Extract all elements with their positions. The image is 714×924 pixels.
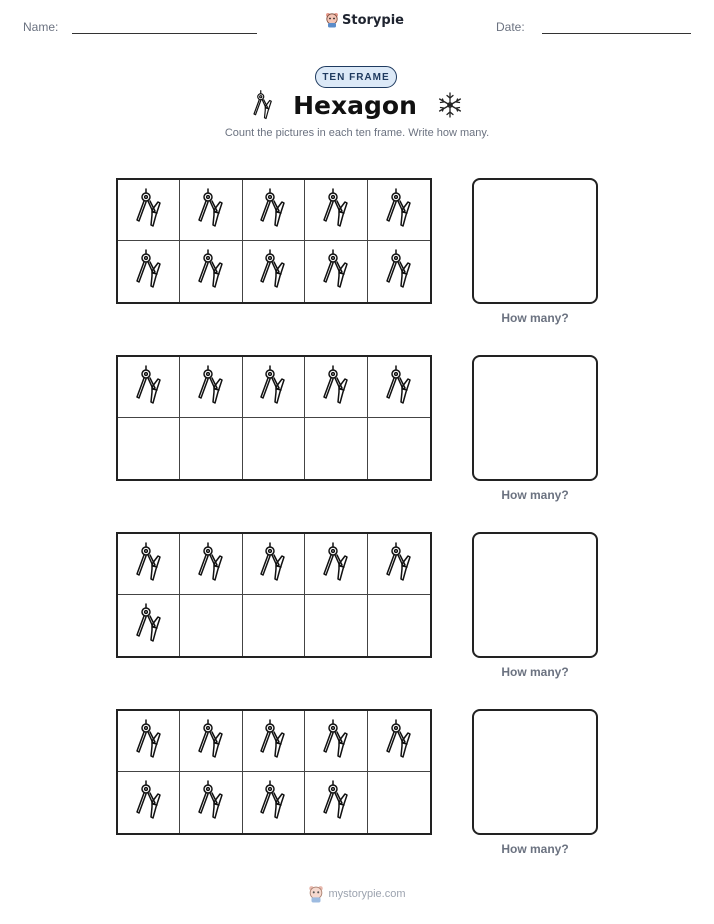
footer <box>0 885 714 903</box>
brand-logo <box>325 12 404 28</box>
ten-frame-cell <box>305 180 367 241</box>
drawing-compass-icon <box>258 780 288 825</box>
drawing-compass-icon <box>196 542 226 587</box>
ten-frame <box>116 355 432 481</box>
ten-frame-cell <box>368 180 430 241</box>
answer-box[interactable] <box>472 532 598 658</box>
drawing-compass-icon <box>134 249 164 294</box>
ten-frame-cell <box>243 357 305 418</box>
ten-frame-cell <box>180 711 242 772</box>
drawing-compass-icon <box>196 719 226 764</box>
ten-frame <box>116 532 432 658</box>
ten-frame-cell <box>118 418 180 479</box>
date-line[interactable] <box>542 33 691 34</box>
storypie-mascot-icon <box>308 885 324 903</box>
ten-frame-cell <box>368 418 430 479</box>
drawing-compass-icon <box>321 780 351 825</box>
ten-frame-cell <box>368 357 430 418</box>
ten-frame-cell <box>368 772 430 833</box>
drawing-compass-icon <box>196 365 226 410</box>
ten-frame-cell <box>305 241 367 302</box>
ten-frame-cell <box>243 180 305 241</box>
drawing-compass-icon <box>258 188 288 233</box>
name-line[interactable] <box>72 33 257 34</box>
ten-frame-cell <box>118 534 180 595</box>
ten-frame-cell <box>368 711 430 772</box>
drawing-compass-icon <box>384 719 414 764</box>
drawing-compass-icon <box>321 365 351 410</box>
answer-box[interactable] <box>472 709 598 835</box>
name-label: Name: <box>23 20 59 34</box>
ten-frame-cell <box>118 772 180 833</box>
date-label: Date: <box>496 20 525 34</box>
ten-frame-cell <box>180 534 242 595</box>
page-title: Hexagon <box>293 90 417 120</box>
drawing-compass-icon <box>196 249 226 294</box>
ten-frame-cell <box>305 711 367 772</box>
drawing-compass-icon <box>134 719 164 764</box>
storypie-mascot-icon <box>325 12 339 28</box>
ten-frame-cell <box>243 772 305 833</box>
drawing-compass-icon <box>258 719 288 764</box>
ten-frame-cell <box>243 711 305 772</box>
ten-frame-cell <box>118 357 180 418</box>
drawing-compass-icon <box>321 542 351 587</box>
ten-frame-cell <box>243 534 305 595</box>
how-many-label: How many? <box>501 311 569 325</box>
drawing-compass-icon <box>196 188 226 233</box>
ten-frame-cell <box>305 534 367 595</box>
ten-frame-cell <box>118 180 180 241</box>
ten-frame-cell <box>305 595 367 656</box>
ten-frame-cell <box>305 772 367 833</box>
ten-frame-cell <box>118 595 180 656</box>
drawing-compass-icon <box>384 188 414 233</box>
drawing-compass-icon <box>134 188 164 233</box>
drawing-compass-icon <box>134 542 164 587</box>
drawing-compass-icon <box>321 188 351 233</box>
ten-frame-cell <box>180 772 242 833</box>
drawing-compass-icon <box>321 719 351 764</box>
how-many-label: How many? <box>501 842 569 856</box>
drawing-compass-icon <box>321 249 351 294</box>
title-row <box>0 90 714 120</box>
snowflake-icon <box>437 92 463 118</box>
topic-badge: TEN FRAME <box>315 66 397 88</box>
ten-frame-cell <box>368 241 430 302</box>
drawing-compass-icon <box>134 603 164 648</box>
ten-frame <box>116 709 432 835</box>
drawing-compass-icon <box>134 365 164 410</box>
drawing-compass-icon <box>258 249 288 294</box>
ten-frame-cell <box>243 595 305 656</box>
ten-frame-cell <box>368 595 430 656</box>
ten-frame-cell <box>243 418 305 479</box>
ten-frame-cell <box>180 595 242 656</box>
how-many-label: How many? <box>501 488 569 502</box>
drawing-compass-icon <box>384 542 414 587</box>
drawing-compass-icon <box>384 249 414 294</box>
ten-frame-cell <box>180 357 242 418</box>
footer-url: mystorypie.com <box>328 888 406 900</box>
drawing-compass-icon <box>384 365 414 410</box>
ten-frame-cell <box>180 241 242 302</box>
ten-frame-cell <box>118 711 180 772</box>
how-many-label: How many? <box>501 665 569 679</box>
ten-frame-cell <box>305 357 367 418</box>
ten-frame-cell <box>180 418 242 479</box>
brand-name: Storypie <box>342 12 404 28</box>
answer-box[interactable] <box>472 178 598 304</box>
drawing-compass-icon <box>258 542 288 587</box>
ten-frame-cell <box>180 180 242 241</box>
ten-frame <box>116 178 432 304</box>
answer-box[interactable] <box>472 355 598 481</box>
instructions: Count the pictures in each ten frame. Write how many. <box>224 127 490 139</box>
drawing-compass-icon <box>251 90 275 120</box>
drawing-compass-icon <box>196 780 226 825</box>
drawing-compass-icon <box>258 365 288 410</box>
ten-frame-cell <box>118 241 180 302</box>
drawing-compass-icon <box>134 780 164 825</box>
ten-frame-cell <box>305 418 367 479</box>
ten-frame-cell <box>368 534 430 595</box>
ten-frame-cell <box>243 241 305 302</box>
